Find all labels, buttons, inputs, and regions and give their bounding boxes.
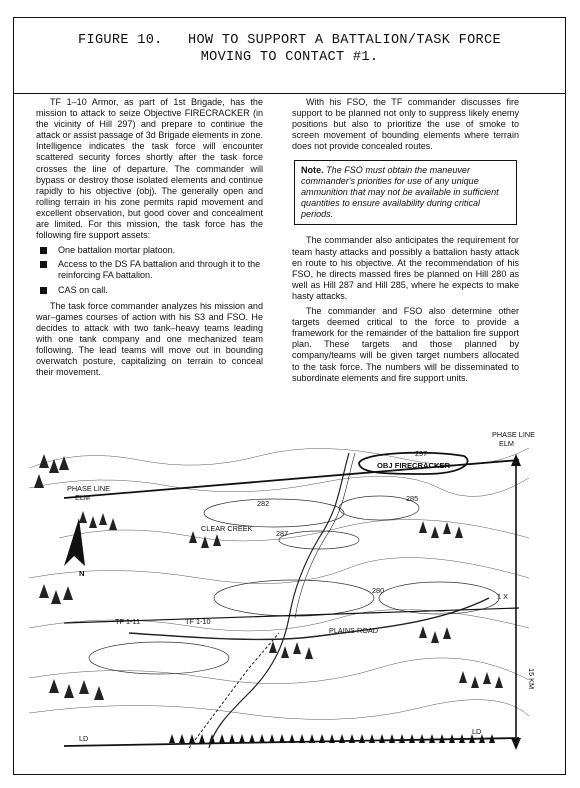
boundary-left-label: TF 1-11 (115, 617, 141, 626)
ld-right-label: LD (472, 727, 482, 736)
boundary-right-label: TF 1-10 (185, 617, 211, 626)
list-item (36, 259, 263, 281)
phase-line-right-line1: PHASE LINE (492, 430, 535, 439)
phase-line-elm-top (64, 460, 519, 498)
phase-line-left-line2: ELM (75, 493, 91, 502)
right-text-column (292, 97, 519, 388)
hill-contours (89, 496, 499, 674)
list-item (36, 285, 263, 296)
hill-285-label: 285 (406, 494, 419, 503)
list-item (36, 245, 263, 256)
phase-line-right-line2: ELM (499, 439, 515, 448)
fire-support-paragraph: With his FSO, the TF commander discusses fire support to be planned not only to suppress likely enemy positions but also to prioritize the use of smoke to screen movement of bounding elements where terrain does not provide concealed routes. (292, 97, 519, 152)
list-item-text: Access to the DS FA battalion and through it to the reinforcing FA battalion. (58, 259, 261, 281)
figure-title-line-2: MOVING TO CONTACT #1. (200, 50, 379, 65)
mission-paragraph: TF 1–10 Armor, as part of 1st Brigade, has the mission to attack to seize Objective FIRECRACKER (in the vicinity of Hill 297) and prepare to continue the attack or assist passage of 3d Brigade elements in zone. Intelligence indicates the task force will encounter scattered security forces shortly after the task force crosses the line of departure. The commander will bypass or destroy those isolated elements and continue rapidly to his objective (obj). The generally open and rolling terrain in his zone permits rapid movement and excellent observation, but good cover and concealment are limited. For this mission, the task force has the following fire support assets: (36, 97, 263, 241)
bullet-square-icon (40, 287, 47, 294)
plains-road-label: PLAINS ROAD (329, 626, 379, 635)
clear-creek-label: CLEAR CREEK (201, 524, 253, 533)
ld-left-label: LD (79, 734, 89, 743)
clear-creek-line (209, 453, 349, 748)
list-item-text: One battalion mortar platoon. (58, 245, 176, 256)
unit-symbol-label: 1 X (497, 592, 508, 601)
scale-label: 15 KM (527, 668, 536, 690)
fire-support-assets-list (36, 245, 263, 295)
axis-arrow-down-icon (511, 738, 521, 750)
note-box (294, 160, 517, 225)
bullet-square-icon (40, 261, 47, 268)
north-label: N (79, 569, 85, 578)
hill-282-label: 282 (257, 499, 270, 508)
phase-line-left-line1: PHASE LINE (67, 484, 110, 493)
list-item-text: CAS on call. (58, 284, 108, 295)
figure-title-box (14, 18, 565, 94)
figure-title (14, 32, 565, 66)
hill-287-label: 287 (276, 529, 289, 538)
terrain-map (19, 428, 539, 758)
diagonal-road-line (189, 633, 279, 748)
hill-280-label: 280 (372, 586, 385, 595)
left-text-column (36, 97, 263, 382)
bullet-square-icon (40, 247, 47, 254)
targets-paragraph: The commander and FSO also determine other targets deemed critical to the force to provide a framework for the remainder of the battalion fire support plan. These targets and those planned by company/teams will be given target numbers allocated to the task force. The numbers will be disseminated to subordinate elements and fire support units. (292, 306, 519, 383)
hill-297-label: 297 (415, 449, 428, 458)
figure-title-line-1: FIGURE 10. HOW TO SUPPORT A BATTALION/TASK FORCE (78, 33, 501, 48)
objective-label: OBJ FIRECRACKER (377, 461, 450, 470)
north-arrow-icon (64, 518, 85, 566)
note-text: The FSO must obtain the maneuver commander's priorities for use of any unique ammunition that may not be available in sufficient quantities to ensure availability during critical periods. (301, 165, 499, 220)
note-label: Note. (301, 165, 324, 176)
hasty-attack-paragraph: The commander also anticipates the requirement for team hasty attacks and possibly a battalion hasty attack en route to his objective. At the recommendation of his FSO, he directs massed fires be planned on Hill 280 as well as Hill 287 and Hill 285, where he expects to make hasty attacks. (292, 235, 519, 301)
commander-analysis-paragraph: The task force commander analyzes his mission and war–games courses of action with his S3 and FSO. He decides to attack with two tank–heavy teams leading with one tank company and one mechanized team following. The lead teams will move out in bounding overwatch posture, capitalizing on terrain to conceal their movement. (36, 300, 263, 378)
